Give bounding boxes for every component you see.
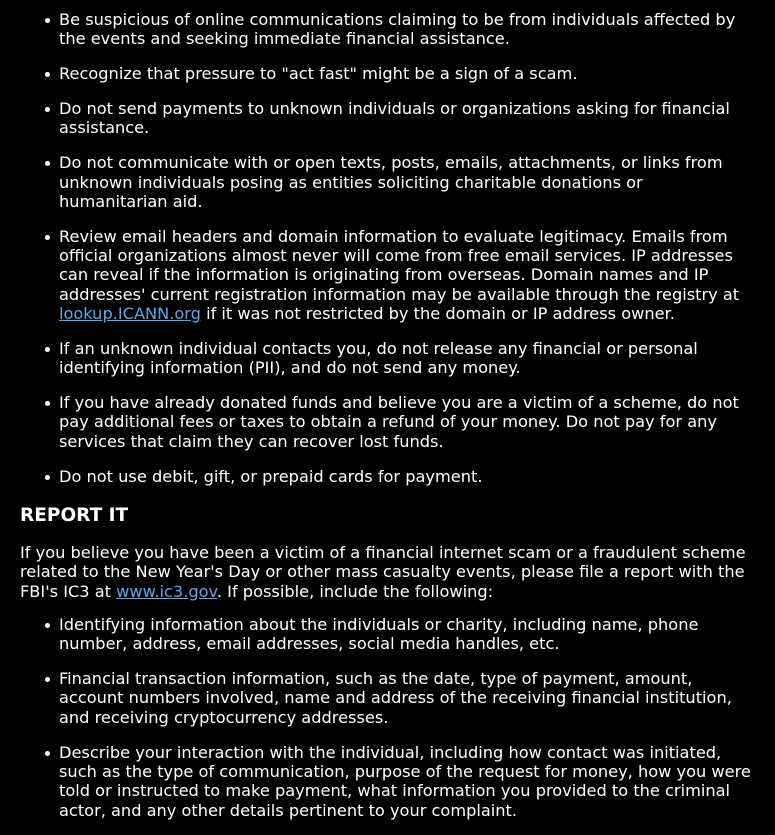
list-item-text: Recognize that pressure to "act fast" might be a sign of a scam. <box>59 64 578 84</box>
list-item-text: If an unknown individual contacts you, do not release any financial or personal identifying information (PII), and do not send any money. <box>59 338 698 378</box>
bullet-icon <box>45 347 50 352</box>
safety-tips-list <box>0 10 775 501</box>
list-item <box>0 669 775 727</box>
list-item <box>0 64 775 83</box>
list-item <box>0 10 775 49</box>
list-item <box>0 393 775 451</box>
list-item-text: Describe your interaction with the individual, including how contact was initiated, such as the type of communication, purpose of the request for money, how you were told or instructed to make payment, what information you provided to the criminal actor, and any other details pertinent to your complaint. <box>59 742 751 820</box>
bullet-icon <box>45 401 50 406</box>
list-item <box>0 467 775 486</box>
report-intro-text-end: . If possible, include the following: <box>216 581 494 601</box>
list-item <box>0 99 775 138</box>
list-item-text: Do not use debit, gift, or prepaid cards for payment. <box>59 466 483 486</box>
list-item-text: Financial transaction information, such as the date, type of payment, amount, account numbers involved, name and address of the receiving financial institution, and receiving cryptocurrency addresses. <box>59 669 732 727</box>
ic3-link[interactable]: www.ic3.gov <box>116 581 217 601</box>
bullet-icon <box>45 751 50 756</box>
report-intro <box>20 543 755 601</box>
bullet-icon <box>45 161 50 166</box>
bullet-icon <box>45 475 50 480</box>
report-details-list <box>0 615 775 835</box>
bullet-icon <box>45 107 50 112</box>
list-item <box>0 615 775 654</box>
list-item-text: Do not send payments to unknown individuals or organizations asking for financial assistance. <box>59 99 730 138</box>
list-item <box>0 339 775 378</box>
list-item-text: Identifying information about the individuals or charity, including name, phone number, address, email addresses, social media handles, etc. <box>59 615 699 654</box>
list-item <box>0 153 775 211</box>
list-item-text: Be suspicious of online communications claiming to be from individuals affected by the events and seeking immediate financial assistance. <box>59 10 736 49</box>
report-intro-text: If you believe you have been a victim of a financial internet scam or a fraudulent scheme related to the New Year's Day or other mass casualty events, please file a report with the FBI's IC3 at <box>20 543 746 601</box>
bullet-icon <box>45 677 50 682</box>
bullet-icon <box>45 72 50 77</box>
list-item-text: Do not communicate with or open texts, posts, emails, attachments, or links from unknown individuals posing as entities soliciting charitable donations or humanitarian aid. <box>59 153 723 211</box>
list-item <box>0 227 775 323</box>
list-item-text-before-link: Review email headers and domain information to evaluate legitimacy. Emails from official organizations almost never will come from free email services. IP addresses can reveal if the information is originating from overseas. Domain names and IP addresses' current registration information may be available through the registry at <box>59 226 740 304</box>
icann-lookup-link[interactable]: lookup.ICANN.org <box>59 303 201 323</box>
bullet-icon <box>45 235 50 240</box>
bullet-icon <box>45 623 50 628</box>
list-item <box>0 743 775 820</box>
report-heading: REPORT IT <box>20 505 129 526</box>
bullet-icon <box>45 18 50 23</box>
list-item-text: If you have already donated funds and believe you are a victim of a scheme, do not pay additional fees or taxes to obtain a refund of your money. Do not pay for any services that claim they can recover lost funds. <box>59 393 739 451</box>
list-item-text-after-link: if it was not restricted by the domain or IP address owner. <box>200 303 675 323</box>
